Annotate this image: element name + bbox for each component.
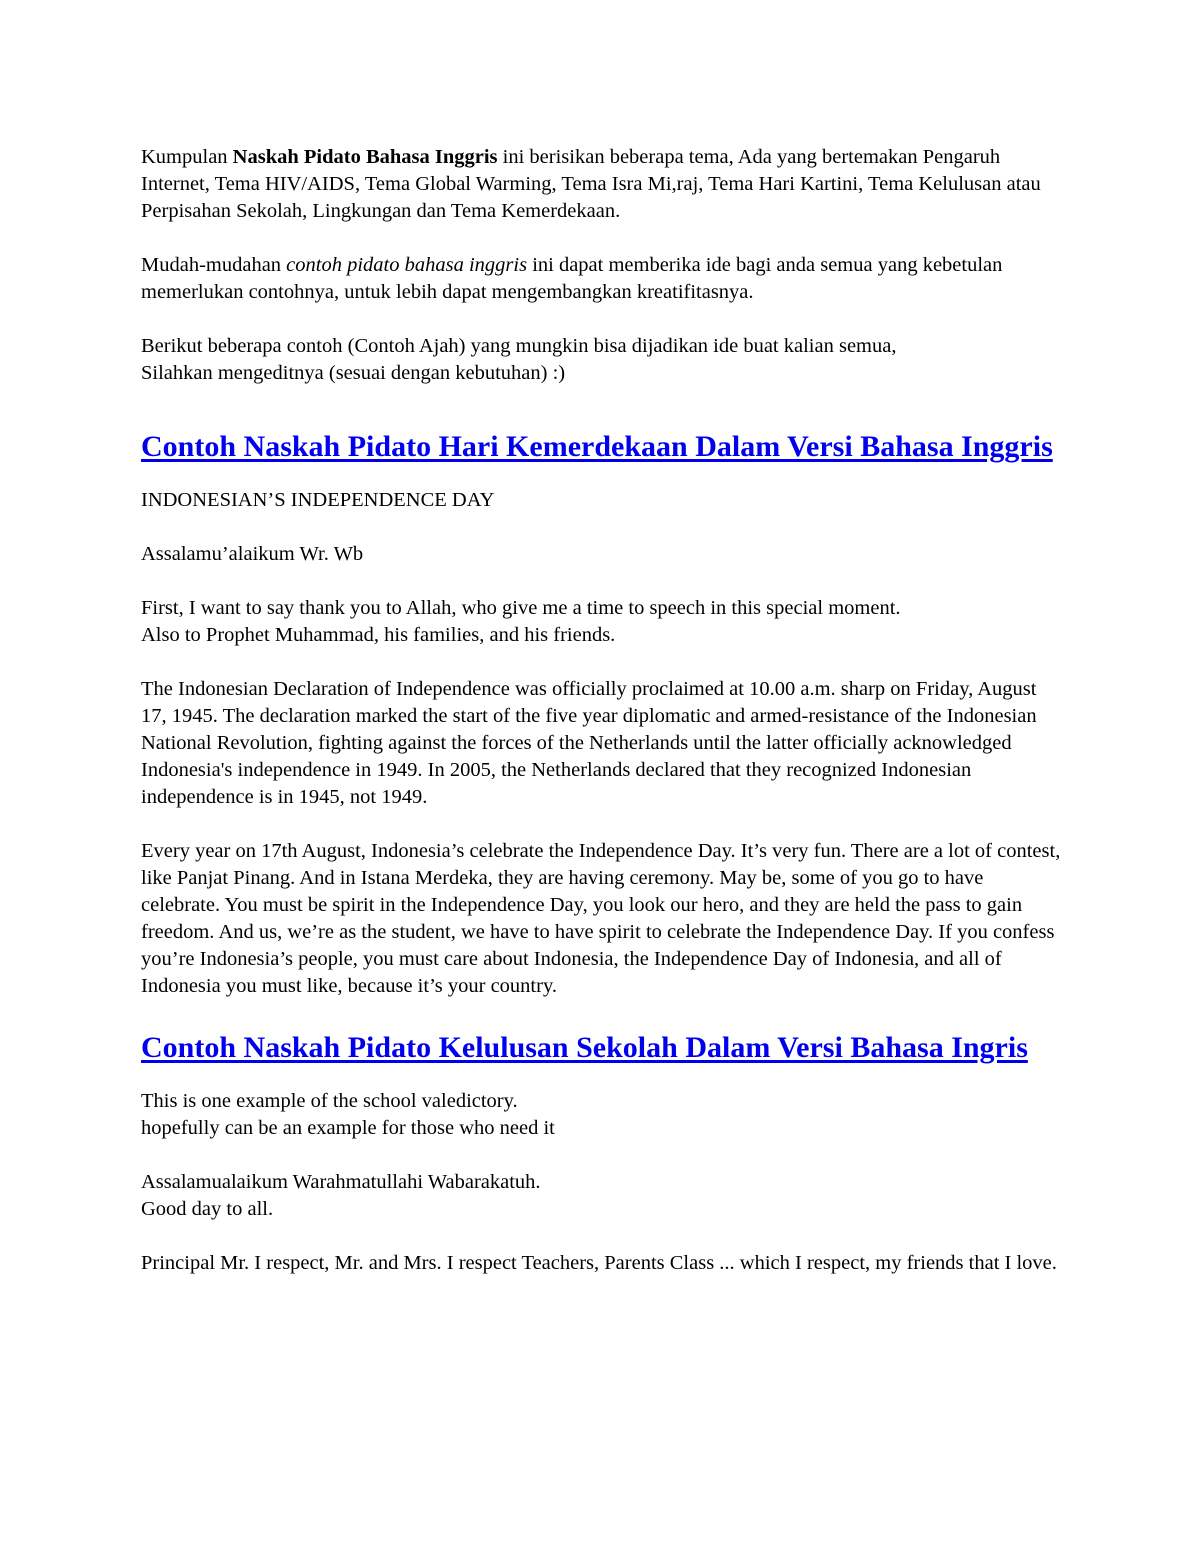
graduation-text: This is one example of the school valedictory. — [141, 1090, 518, 1112]
document-page — [141, 144, 1066, 1304]
speech-paragraph-2: The Indonesian Declaration of Independence was officially proclaimed at 10.00 a.m. sharp on Friday, August 17, 1945. The declaration marked the start of the five year diplomatic and armed-resistance of the Indonesian National Revolution, fighting against the forces of the Netherlands until the latter officially acknowledged Indonesia's independence in 1949. In 2005, the Netherlands declared that they recognized Indonesian independence is in 1945, not 1949. — [141, 678, 1037, 808]
graduation-paragraph-1 — [141, 1088, 1066, 1142]
intro-text: Silahkan mengeditnya (sesuai dengan kebutuhan) :) — [141, 362, 566, 384]
independence-speech-link[interactable]: Contoh Naskah Pidato Hari Kemerdekaan Dalam Versi Bahasa Inggris — [141, 430, 1053, 463]
speech-text: Also to Prophet Muhammad, his families, and his friends. — [141, 624, 616, 646]
speech-greeting: Assalamu’alaikum Wr. Wb — [141, 543, 364, 565]
section-heading-independence — [141, 429, 1066, 465]
intro-text: Kumpulan — [141, 146, 233, 168]
graduation-text: Good day to all. — [141, 1198, 274, 1220]
speech-paragraph-3: Every year on 17th August, Indonesia’s celebrate the Independence Day. It’s very fun. There are a lot of contest, like Panjat Pinang. And in Istana Merdeka, they are having ceremony. May be, some of you go to have celebrate. You must be spirit in the Independence Day, you look our hero, and they are held the pass to gain freedom. And us, we’re as the student, we have to have spirit to celebrate the Independence Day. If you confess you’re Indonesia’s people, you must care about Indonesia, the Independence Day of Indonesia, and all of Indonesia you must like, because it’s your country. — [141, 840, 1061, 997]
intro-italic-keyword: contoh pidato bahasa inggris — [286, 254, 528, 276]
section-heading-graduation — [141, 1030, 1066, 1066]
intro-paragraph-2 — [141, 252, 1066, 306]
intro-paragraph-3 — [141, 333, 1066, 387]
intro-text: Berikut beberapa contoh (Contoh Ajah) yang mungkin bisa dijadikan ide buat kalian semua, — [141, 335, 897, 357]
intro-text: ini dapat memberika ide bagi anda semua yang kebetulan memerlukan contohnya, untuk lebih dapat mengembangkan kreatifitasnya. — [141, 254, 1003, 303]
graduation-text: hopefully can be an example for those who need it — [141, 1117, 555, 1139]
intro-text: Mudah-mudahan — [141, 254, 287, 276]
intro-bold-keyword: Naskah Pidato Bahasa Inggris — [232, 146, 498, 168]
intro-paragraph-1 — [141, 144, 1066, 225]
speech-paragraph-1 — [141, 595, 1066, 649]
graduation-speech-link[interactable]: Contoh Naskah Pidato Kelulusan Sekolah Dalam Versi Bahasa Ingris — [141, 1031, 1028, 1064]
graduation-paragraph-2 — [141, 1169, 1066, 1223]
intro-text: ini berisikan beberapa tema, Ada yang bertemakan Pengaruh Internet, Tema HIV/AIDS, Tema Global Warming, Tema Isra Mi,raj, Tema Hari Kartini, Tema Kelulusan atau Perpisahan Sekolah, Lingkungan dan Tema Kemerdekaan. — [141, 146, 1041, 222]
speech-text: First, I want to say thank you to Allah, who give me a time to speech in this special moment. — [141, 597, 901, 619]
graduation-paragraph-3: Principal Mr. I respect, Mr. and Mrs. I respect Teachers, Parents Class ... which I respect, my friends that I love. — [141, 1252, 1057, 1274]
graduation-text: Assalamualaikum Warahmatullahi Wabarakatuh. — [141, 1171, 541, 1193]
speech-title: INDONESIAN’S INDEPENDENCE DAY — [141, 489, 495, 511]
